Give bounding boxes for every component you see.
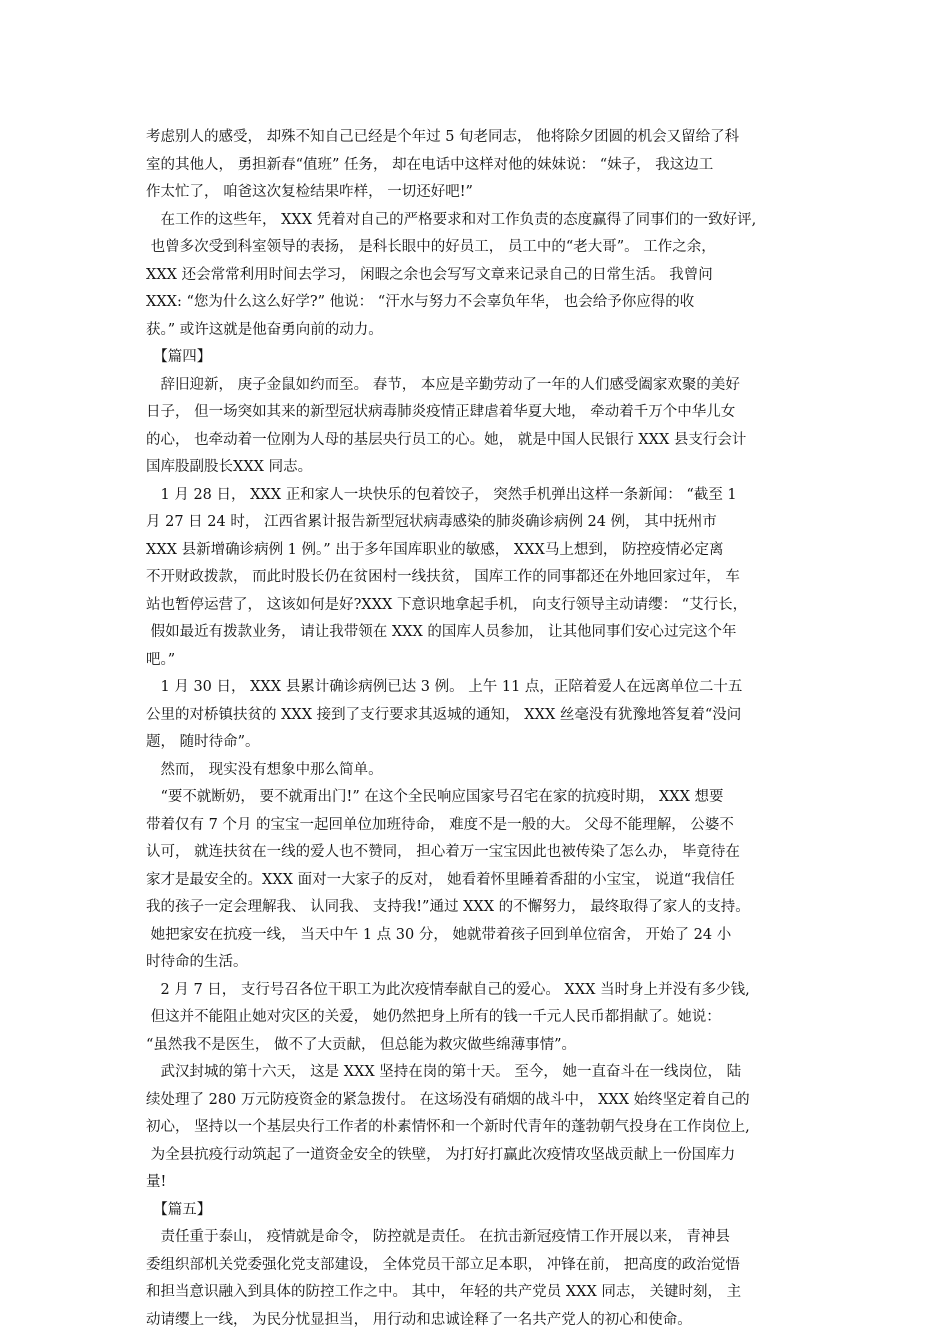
text-line: 考虑别人的感受， 却殊不知自己已经是个年过 5 旬老同志， 他将除夕团圆的机会又留给了科	[146, 129, 740, 145]
document-body	[146, 124, 816, 1334]
section-heading: 【篇四】	[146, 349, 212, 365]
text-line: XXX: “您为什么这么好学?” 他说： “汗水与努力不会辜负年华， 也会给予你应得的收	[146, 294, 695, 310]
text-line: 的心， 也牵动着一位刚为人母的基层央行员工的心。她， 就是中国人民银行 XXX 县支行会计	[146, 431, 747, 448]
text-line: XXX 还会常常利用时间去学习， 闲暇之余也会写写文章来记录自己的日常生活。 我曾问	[146, 266, 713, 283]
section-heading: 【篇五】	[146, 1201, 212, 1218]
text-line: 但这并不能阻止她对灾区的关爱， 她仍然把身上所有的钱一千元人民币都捐献了。她说：	[146, 1009, 721, 1025]
text-line: 1 月 28 日， XXX 正和家人一块快乐的包着饺子， 突然手机弹出这样一条新闻： “截至 1	[146, 486, 737, 503]
text-line: 初心， 坚持以一个基层央行工作者的朴素情怀和一个新时代青年的蓬勃朝气投身在工作岗位上,	[146, 1119, 750, 1135]
text-line: 辞旧迎新， 庚子金鼠如约而至。 春节， 本应是辛勤劳动了一年的人们感受阖家欢聚的美好	[146, 376, 740, 393]
text-line: “要不就断奶， 要不就甭出门!” 在这个全民响应国家号召宅在家的抗疫时期， XXX 想要	[146, 789, 724, 805]
text-line: 委组织部机关党委强化党支部建设， 全体党员干部立足本职， 冲锋在前， 把高度的政治觉悟	[146, 1256, 740, 1273]
text-line: 责任重于泰山， 疫情就是命令， 防控就是责任。 在抗击新冠疫情工作开展以来， 青神县	[146, 1229, 730, 1245]
text-line: 带着仅有 7 个月 的宝宝一起回单位加班待命， 难度不是一般的大。 父母不能理解， 公婆不	[146, 816, 734, 833]
text-line: 和担当意识融入到具体的防控工作之中。 其中， 年轻的共产党员 XXX 同志， 关键时刻， 主	[146, 1284, 742, 1300]
text-line: 2 月 7 日， 支行号召各位干职工为此次疫情奉献自己的爱心。 XXX 当时身上并没有多少钱,	[146, 981, 750, 998]
text-line: 在工作的这些年， XXX 凭着对自己的严格要求和对工作负责的态度赢得了同事们的一致好评,	[146, 211, 757, 228]
text-line: 续处理了 280 万元防疫资金的紧急拨付。 在这场没有硝烟的战斗中， XXX 始终坚定着自己的	[146, 1091, 750, 1108]
text-line: 室的其他人， 勇担新春“值班” 任务， 却在电话中这样对他的妹妹说： “妹子， 我这边工	[146, 156, 714, 173]
text-line: 作太忙了， 咱爸这次复检结果咋样， 一切还好吧!”	[146, 184, 473, 200]
text-line: 为全县抗疫行动筑起了一道资金安全的铁壁， 为打好打赢此次疫情攻坚战贡献上一份国库力	[146, 1146, 736, 1163]
text-line: 吧。”	[146, 651, 176, 668]
text-line: 日子， 但一场突如其来的新型冠状病毒肺炎疫情正肆虐着华夏大地， 牵动着千万个中华儿女	[146, 404, 736, 420]
text-line: 不开财政拨款， 而此时股长仍在贫困村一线扶贫， 国库工作的同事都还在外地回家过年， 车	[146, 569, 740, 585]
text-line: 我的孩子一定会理解我、 认同我、 支持我!”通过 XXX 的不懈努力， 最终取得了家人的支持。	[146, 899, 750, 915]
text-line: 时待命的生活。	[146, 954, 248, 970]
text-line: “虽然我不是医生， 做不了大贡献， 但总能为救灾做些绵薄事情”。	[146, 1036, 577, 1053]
text-line: 站也暂停运营了， 这该如何是好?XXX 下意识地拿起手机， 向支行领导主动请缨： “艾行长，	[146, 596, 748, 613]
text-line: 题， 随时待命”。	[146, 734, 260, 750]
text-line: 量!	[146, 1174, 167, 1190]
text-line: 获。” 或许这就是他奋勇向前的动力。	[146, 321, 383, 338]
text-line: 也曾多次受到科室领导的表扬， 是科长眼中的好员工， 员工中的“老大哥”。 工作之余，	[146, 239, 716, 255]
text-line: XXX 县新增确诊病例 1 例。” 出于多年国库职业的敏感， XXX马上想到， 防控疫情必定离	[146, 541, 724, 558]
text-line: 她把家安在抗疫一线， 当天中午 1 点 30 分， 她就带着孩子回到单位宿舍， 开始了 24 小	[146, 926, 732, 943]
text-line: 1 月 30 日， XXX 县累计确诊病例已达 3 例。 上午 11 点，正陪着爱人在远离单位二十五	[146, 679, 743, 695]
text-line: 认可， 就连扶贫在一线的爱人也不赞同， 担心着万一宝宝因此也被传染了怎么办， 毕竟待在	[146, 844, 740, 860]
text-line: 国库股副股长XXX 同志。	[146, 459, 313, 475]
text-line: 然而， 现实没有想象中那么简单。	[146, 761, 383, 778]
text-line: 家才是最安全的。XXX 面对一大家子的反对， 她看着怀里睡着香甜的小宝宝， 说道“我信任	[146, 871, 735, 888]
text-line: 假如最近有拨款业务， 请让我带领在 XXX 的国库人员参加， 让其他同事们安心过完这个年	[146, 624, 737, 640]
text-line: 公里的对桥镇扶贫的 XXX 接到了支行要求其返城的通知， XXX 丝毫没有犹豫地答复着“没问	[146, 706, 742, 723]
text-line: 月 27 日 24 时， 江西省累计报告新型冠状病毒感染的肺炎确诊病例 24 例， 其中抚州市	[146, 514, 717, 530]
text-line: 动请缨上一线， 为民分忧显担当， 用行动和忠诚诠释了一名共产党人的初心和使命。	[146, 1311, 692, 1328]
text-line: 武汉封城的第十六天， 这是 XXX 坚持在岗的第十天。 至今， 她一直奋斗在一线岗位， 陆	[146, 1064, 742, 1080]
